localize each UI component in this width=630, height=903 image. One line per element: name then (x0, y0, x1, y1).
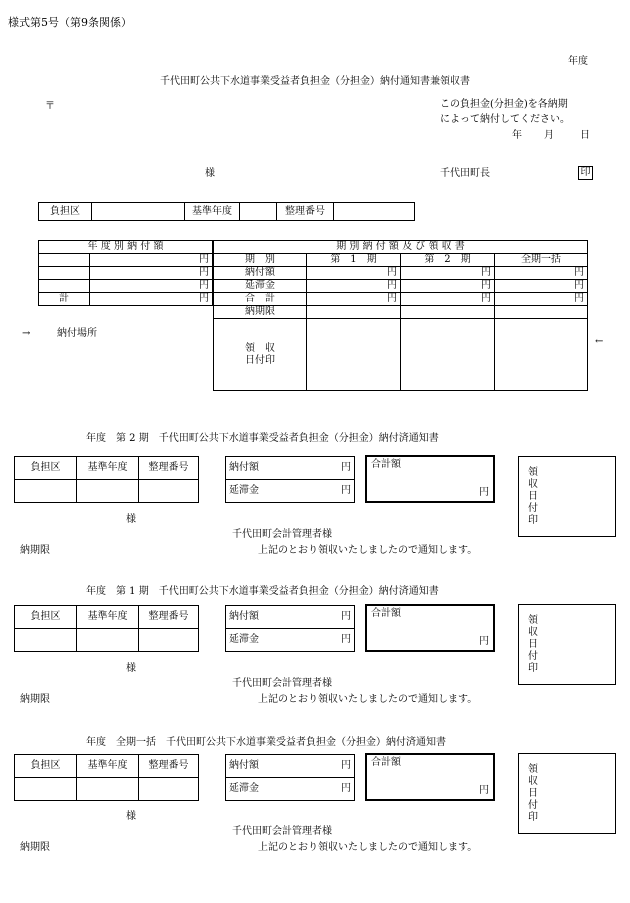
receipt-title: 年度 第 2 期 千代田町公共下水道事業受益者負担金（分担金）納付済通知書 (86, 433, 439, 444)
futanku-value[interactable] (92, 203, 185, 221)
installment-table (213, 240, 588, 391)
receipt-field-table (14, 456, 199, 503)
addressee-sama: 様 (126, 811, 136, 822)
yen-cell: 円 (322, 755, 355, 778)
gokei-label: 合計額 (371, 757, 401, 768)
yen-cell: 円 (401, 280, 495, 293)
gokei-label: 合計額 (371, 459, 401, 470)
futanku-label: 負担区 (39, 203, 92, 221)
col-kibetsu: 期 別 (214, 254, 307, 267)
row-nofu: 納付額 (214, 267, 307, 280)
receipt-field-table (14, 754, 199, 801)
yen-cell: 円 (322, 606, 355, 629)
yearly-amount-table (38, 240, 213, 306)
receipt-title: 年度 第 1 期 千代田町公共下水道事業受益者負担金（分担金）納付済通知書 (86, 586, 439, 597)
nokigen-label: 納期限 (20, 694, 50, 705)
gokei-yen: 円 (479, 785, 489, 796)
kijun-label: 基準年度 (77, 457, 139, 480)
kijun-value[interactable] (77, 480, 139, 503)
yearly-yen-3: 円 (90, 280, 213, 293)
seiri-label: 整理番号 (139, 606, 199, 629)
nokigen-label: 納期限 (20, 545, 50, 556)
yearly-total-label: 計 (39, 293, 90, 306)
futanku-value[interactable] (15, 778, 77, 801)
nokigen-cell (401, 306, 495, 319)
entai-label: 延滞金 (226, 778, 323, 801)
ryoshu-vertical-label: 領収日付印 (528, 615, 538, 674)
mayor-title: 千代田町長 (440, 168, 490, 179)
receipt-stamp-box (518, 604, 616, 685)
futanku-label: 負担区 (15, 755, 77, 778)
nofu-label: 納付額 (226, 606, 323, 629)
yen-cell: 円 (307, 267, 401, 280)
col-ki1: 第 1 期 (307, 254, 401, 267)
col-ikkatsu: 全期一括 (495, 254, 588, 267)
stamp-cell (307, 319, 401, 391)
receipt-stamp-box (518, 753, 616, 834)
ryoshu-vertical-label: 領収日付印 (528, 764, 538, 823)
receipt-stamp-box (518, 456, 616, 537)
receipt-amount-table (225, 754, 355, 801)
manager-title: 千代田町会計管理者様 (232, 529, 332, 540)
gokei-label: 合計額 (371, 608, 401, 619)
futanku-label: 負担区 (15, 457, 77, 480)
payment-place-label: 納付場所 (57, 328, 97, 339)
ryoshu-vertical-label: 領収日付印 (528, 467, 538, 526)
stamp-cell (495, 319, 588, 391)
nofu-label: 納付額 (226, 755, 323, 778)
nokigen-cell (307, 306, 401, 319)
seiri-value[interactable] (139, 629, 199, 652)
total-box (365, 604, 495, 652)
futanku-label: 負担区 (15, 606, 77, 629)
nokigen-cell (495, 306, 588, 319)
row-entai: 延滞金 (214, 280, 307, 293)
manager-title: 千代田町会計管理者様 (232, 678, 332, 689)
date-month: 月 (544, 130, 554, 141)
receipt-field-table (14, 605, 199, 652)
row-nokigen: 納期限 (214, 306, 307, 319)
yen-cell: 円 (322, 778, 355, 801)
entai-label: 延滞金 (226, 480, 323, 503)
yen-cell: 円 (495, 293, 588, 306)
seal-mark: 印 (578, 166, 593, 180)
header-field-table (38, 202, 415, 221)
kijun-value[interactable] (240, 203, 277, 221)
form-number: 様式第5号（第9条関係） (8, 16, 132, 29)
yearly-yen-2: 円 (90, 267, 213, 280)
nokigen-label: 納期限 (20, 842, 50, 853)
gokei-yen: 円 (479, 636, 489, 647)
row-gokei: 合 計 (214, 293, 307, 306)
stamp-cell (401, 319, 495, 391)
yen-cell: 円 (495, 280, 588, 293)
fiscal-year-label: 年度 (568, 56, 588, 67)
receipt-amount-table (225, 605, 355, 652)
seiri-label: 整理番号 (277, 203, 334, 221)
receipt-amount-table (225, 456, 355, 503)
ryoshu-line-2: 日付印 (245, 354, 275, 366)
yen-cell: 円 (495, 267, 588, 280)
gokei-yen: 円 (479, 487, 489, 498)
seiri-value[interactable] (139, 778, 199, 801)
receipt-title: 年度 全期一括 千代田町公共下水道事業受益者負担金（分担金）納付済通知書 (86, 737, 446, 748)
row-ryoshu (214, 319, 307, 391)
postal-mark: 〒 (45, 101, 55, 112)
yearly-yen-1: 円 (90, 254, 213, 267)
seiri-value[interactable] (334, 203, 415, 221)
kijun-value[interactable] (77, 778, 139, 801)
nofu-label: 納付額 (226, 457, 323, 480)
receipt-message: 上記のとおり領収いたしましたので通知します。 (258, 694, 478, 705)
addressee-sama: 様 (126, 514, 136, 525)
total-box (365, 455, 495, 503)
kijun-label: 基準年度 (77, 606, 139, 629)
futanku-value[interactable] (15, 629, 77, 652)
yen-cell: 円 (401, 293, 495, 306)
kijun-label: 基準年度 (77, 755, 139, 778)
seiri-label: 整理番号 (139, 755, 199, 778)
yen-cell: 円 (322, 457, 355, 480)
date-year: 年 (512, 130, 522, 141)
seiri-label: 整理番号 (139, 457, 199, 480)
yen-cell: 円 (322, 480, 355, 503)
arrow-left-icon: ← (595, 336, 604, 347)
yearly-yen-total: 円 (90, 293, 213, 306)
arrow-right-icon: → (22, 328, 31, 339)
kijun-label: 基準年度 (185, 203, 240, 221)
futanku-value[interactable] (15, 480, 77, 503)
yen-cell: 円 (307, 293, 401, 306)
yen-cell: 円 (307, 280, 401, 293)
seiri-value[interactable] (139, 480, 199, 503)
notice-line-1: この負担金(分担金)を各納期 (440, 99, 568, 110)
date-day: 日 (580, 130, 590, 141)
manager-title: 千代田町会計管理者様 (232, 826, 332, 837)
receipt-message: 上記のとおり領収いたしましたので通知します。 (258, 842, 478, 853)
receipt-message: 上記のとおり領収いたしましたので通知します。 (258, 545, 478, 556)
installment-header: 期 別 納 付 額 及 び 領 収 書 (214, 241, 588, 254)
ryoshu-line-1: 領 収 (245, 342, 275, 354)
entai-label: 延滞金 (226, 629, 323, 652)
yen-cell: 円 (322, 629, 355, 652)
notice-line-2: によって納付してください。 (440, 114, 570, 125)
col-ki2: 第 2 期 (401, 254, 495, 267)
kijun-value[interactable] (77, 629, 139, 652)
yearly-header: 年 度 別 納 付 額 (39, 241, 213, 254)
yen-cell: 円 (401, 267, 495, 280)
total-box (365, 753, 495, 801)
addressee-sama: 様 (205, 168, 215, 179)
main-title: 千代田町公共下水道事業受益者負担金（分担金）納付通知書兼領収書 (160, 76, 470, 87)
addressee-sama: 様 (126, 663, 136, 674)
